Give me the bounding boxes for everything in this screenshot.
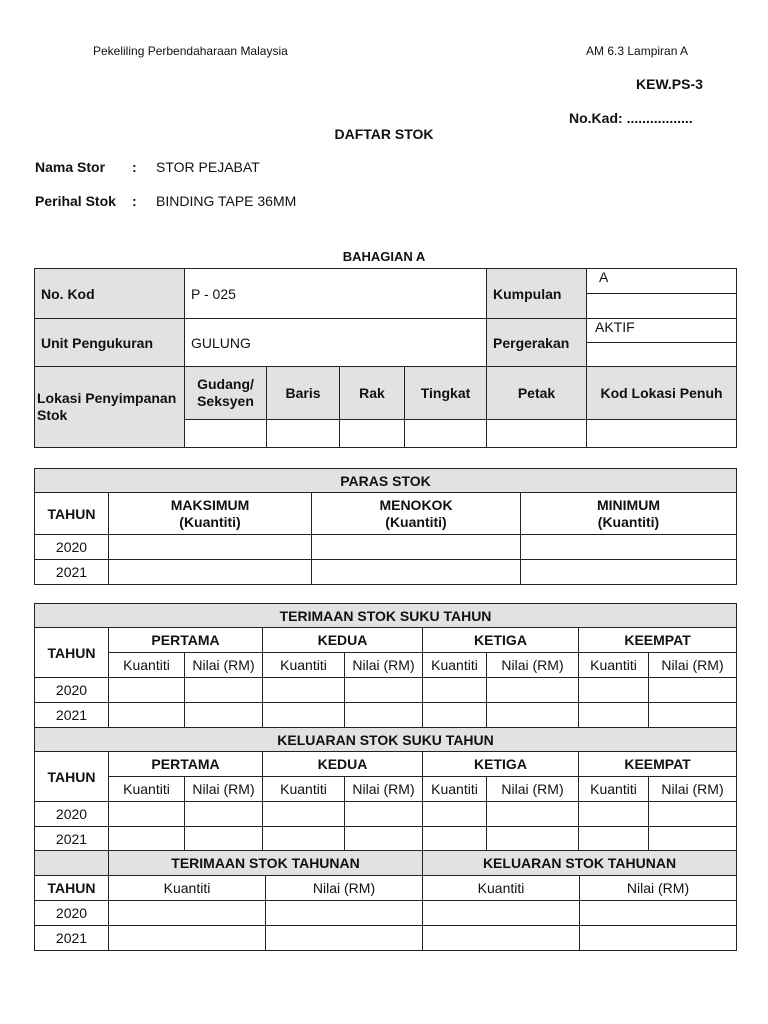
table-row xyxy=(35,560,737,585)
data-cell xyxy=(649,802,737,827)
stock-level-col-reorder-name: MENOKOK xyxy=(379,496,453,513)
stock-level-col-reorder xyxy=(312,493,521,535)
year-cell: 2020 xyxy=(35,802,109,827)
quarterly-issue-heading: KELUARAN STOK SUKU TAHUN xyxy=(35,728,737,752)
value-header: Nilai (RM) xyxy=(266,876,423,901)
data-cell xyxy=(580,901,737,926)
quarter-1-header: PERTAMA xyxy=(109,752,263,777)
qty-header: Kuantiti xyxy=(579,653,649,678)
unit-value: GULUNG xyxy=(185,319,487,367)
data-cell xyxy=(185,703,263,728)
form-code: KEW.PS-3 xyxy=(636,76,703,92)
stock-level-col-min-name: MINIMUM xyxy=(597,496,660,513)
location-col-petak: Petak xyxy=(487,367,587,420)
stock-level-heading: PARAS STOK xyxy=(35,469,737,493)
data-cell xyxy=(266,926,423,951)
year-cell: 2021 xyxy=(35,926,109,951)
data-cell xyxy=(185,802,263,827)
movement-value-blank xyxy=(587,343,737,367)
data-cell xyxy=(580,926,737,951)
table-row xyxy=(35,901,737,926)
table-row xyxy=(35,535,737,560)
reference-code: AM 6.3 Lampiran A xyxy=(586,44,689,58)
data-cell xyxy=(345,802,423,827)
annual-year-header: TAHUN xyxy=(35,876,109,901)
location-cell xyxy=(185,420,267,448)
section-a-table xyxy=(34,268,737,448)
location-cell xyxy=(487,420,587,448)
data-cell xyxy=(487,827,579,852)
location-col-rak: Rak xyxy=(340,367,405,420)
quarter-3-header: KETIGA xyxy=(423,752,579,777)
value-header: Nilai (RM) xyxy=(487,653,579,678)
group-value-blank xyxy=(587,294,737,319)
value-header: Nilai (RM) xyxy=(345,777,423,802)
location-col-kod: Kod Lokasi Penuh xyxy=(587,367,737,420)
store-value: STOR PEJABAT xyxy=(156,159,260,175)
data-cell xyxy=(487,703,579,728)
data-cell xyxy=(521,535,737,560)
year-cell: 2021 xyxy=(35,827,109,852)
stock-colon: : xyxy=(132,193,137,209)
location-col-gudang: Gudang/ Seksyen xyxy=(185,367,267,420)
qty-header: Kuantiti xyxy=(263,653,345,678)
stock-label: Perihal Stok xyxy=(35,193,116,209)
annual-issue-heading: KELUARAN STOK TAHUNAN xyxy=(423,851,737,876)
data-cell xyxy=(579,827,649,852)
data-cell xyxy=(521,560,737,585)
store-label: Nama Stor xyxy=(35,159,106,175)
table-row xyxy=(35,703,737,728)
stock-level-col-reorder-sub: (Kuantiti) xyxy=(385,513,447,530)
circular-title: Pekeliling Perbendaharaan Malaysia xyxy=(93,44,288,58)
quarter-1-header: PERTAMA xyxy=(109,628,263,653)
data-cell xyxy=(423,703,487,728)
qty-header: Kuantiti xyxy=(109,653,185,678)
stock-level-col-max-sub: (Kuantiti) xyxy=(179,513,241,530)
qty-header: Kuantiti xyxy=(579,777,649,802)
quarter-3-header: KETIGA xyxy=(423,628,579,653)
data-cell xyxy=(423,827,487,852)
annual-table xyxy=(34,850,737,951)
year-cell: 2020 xyxy=(35,901,109,926)
value-header: Nilai (RM) xyxy=(185,653,263,678)
value-header: Nilai (RM) xyxy=(649,653,737,678)
data-cell xyxy=(312,560,521,585)
year-cell: 2021 xyxy=(35,560,109,585)
location-col-tingkat: Tingkat xyxy=(405,367,487,420)
unit-label: Unit Pengukuran xyxy=(35,319,185,367)
value-header: Nilai (RM) xyxy=(580,876,737,901)
data-cell xyxy=(109,535,312,560)
code-value: P - 025 xyxy=(185,269,487,319)
section-a-heading: BAHAGIAN A xyxy=(342,249,426,264)
qty-header: Kuantiti xyxy=(109,876,266,901)
data-cell xyxy=(263,802,345,827)
data-cell xyxy=(487,802,579,827)
movement-table xyxy=(34,603,737,852)
data-cell xyxy=(109,901,266,926)
data-cell xyxy=(345,703,423,728)
data-cell xyxy=(109,926,266,951)
data-cell xyxy=(649,827,737,852)
quarter-2-header: KEDUA xyxy=(263,628,423,653)
table-row xyxy=(35,926,737,951)
group-value: A xyxy=(587,269,737,294)
location-cell xyxy=(587,420,737,448)
store-colon: : xyxy=(132,159,137,175)
data-cell xyxy=(423,802,487,827)
quarterly-receipt-year-header: TAHUN xyxy=(35,628,109,678)
location-cell xyxy=(405,420,487,448)
data-cell xyxy=(185,678,263,703)
data-cell xyxy=(579,703,649,728)
data-cell xyxy=(345,827,423,852)
code-label: No. Kod xyxy=(35,269,185,319)
stock-level-col-max-name: MAKSIMUM xyxy=(170,496,250,513)
group-label: Kumpulan xyxy=(487,269,587,319)
quarterly-receipt-heading: TERIMAAN STOK SUKU TAHUN xyxy=(35,604,737,628)
movement-label: Pergerakan xyxy=(487,319,587,367)
data-cell xyxy=(109,703,185,728)
movement-value: AKTIF xyxy=(587,319,737,343)
data-cell xyxy=(109,678,185,703)
card-number xyxy=(569,110,693,126)
location-label: Lokasi Penyimpanan Stok xyxy=(35,367,185,448)
data-cell xyxy=(423,678,487,703)
data-cell xyxy=(109,827,185,852)
location-cell xyxy=(340,420,405,448)
qty-header: Kuantiti xyxy=(109,777,185,802)
value-header: Nilai (RM) xyxy=(487,777,579,802)
annual-receipt-heading: TERIMAAN STOK TAHUNAN xyxy=(109,851,423,876)
table-row xyxy=(35,678,737,703)
value-header: Nilai (RM) xyxy=(649,777,737,802)
data-cell xyxy=(649,678,737,703)
quarter-4-header: KEEMPAT xyxy=(579,628,737,653)
stock-level-table xyxy=(34,468,737,585)
data-cell xyxy=(312,535,521,560)
data-cell xyxy=(579,802,649,827)
value-header: Nilai (RM) xyxy=(345,653,423,678)
year-cell: 2020 xyxy=(35,535,109,560)
annual-heading-blank xyxy=(35,851,109,876)
card-label: No.Kad: xyxy=(569,110,623,126)
data-cell xyxy=(263,827,345,852)
quarter-4-header: KEEMPAT xyxy=(579,752,737,777)
data-cell xyxy=(345,678,423,703)
value-header: Nilai (RM) xyxy=(185,777,263,802)
data-cell xyxy=(579,678,649,703)
data-cell xyxy=(649,703,737,728)
data-cell xyxy=(263,678,345,703)
stock-level-col-min-sub: (Kuantiti) xyxy=(597,513,660,530)
stock-level-year-header: TAHUN xyxy=(35,493,109,535)
stock-value: BINDING TAPE 36MM xyxy=(156,193,297,209)
location-cell xyxy=(267,420,340,448)
quarter-2-header: KEDUA xyxy=(263,752,423,777)
data-cell xyxy=(423,926,580,951)
data-cell xyxy=(487,678,579,703)
data-cell xyxy=(423,901,580,926)
page-title: DAFTAR STOK xyxy=(334,126,434,142)
qty-header: Kuantiti xyxy=(263,777,345,802)
qty-header: Kuantiti xyxy=(423,777,487,802)
data-cell xyxy=(263,703,345,728)
data-cell xyxy=(185,827,263,852)
location-col-baris: Baris xyxy=(267,367,340,420)
table-row xyxy=(35,827,737,852)
stock-level-col-min xyxy=(521,493,737,535)
data-cell xyxy=(109,560,312,585)
data-cell xyxy=(266,901,423,926)
qty-header: Kuantiti xyxy=(423,876,580,901)
qty-header: Kuantiti xyxy=(423,653,487,678)
data-cell xyxy=(109,802,185,827)
year-cell: 2020 xyxy=(35,678,109,703)
quarterly-issue-year-header: TAHUN xyxy=(35,752,109,802)
year-cell: 2021 xyxy=(35,703,109,728)
card-value: ................. xyxy=(626,110,693,126)
table-row xyxy=(35,802,737,827)
stock-level-col-max xyxy=(109,493,312,535)
